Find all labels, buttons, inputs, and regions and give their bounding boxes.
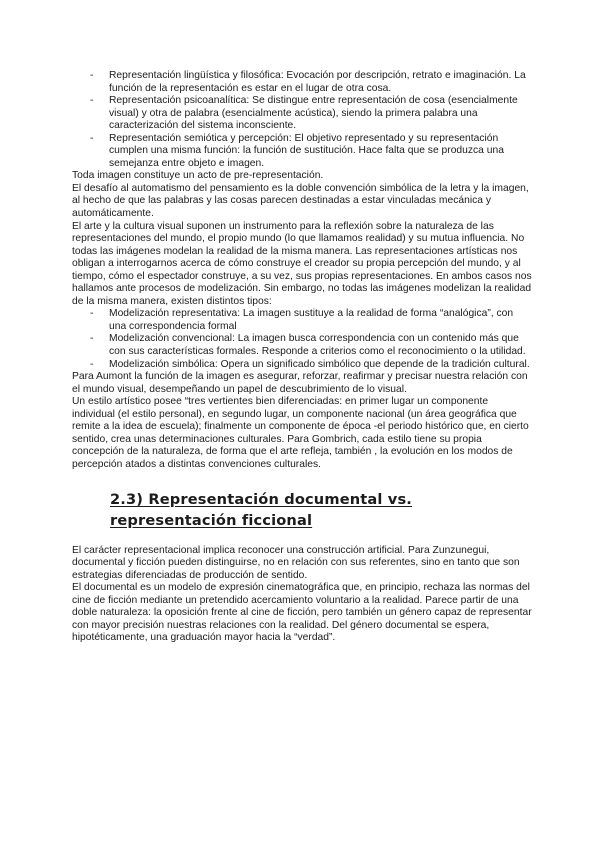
body-paragraph: El desafío al automatismo del pensamiento es la doble convención simbólica de la letra y la imagen, al hecho de que las palabras y las cosas parecen destinadas a estar vinculadas mecánica y automáticamente. bbox=[72, 182, 529, 220]
body-paragraph: Para Aumont la función de la imagen es asegurar, reforzar, reafirmar y precisar nuestra relación con el mundo visual, desempeñando un papel de descubrimiento de lo visual. bbox=[72, 371, 528, 395]
list-item: - Modelización convencional: La imagen busca correspondencia con un contenido más que con sus características formales. Responde a criterios como el reconocimiento o la utilidad. bbox=[90, 333, 526, 358]
representation-types-list bbox=[72, 70, 532, 170]
dash-bullet: - bbox=[90, 333, 94, 345]
body-paragraph: El arte y la cultura visual suponen un instrumento para la reflexión sobre la naturaleza de las representaciones del mundo, el propio mundo (lo que llamamos realidad) y su mutua influencia. No todas las imágenes modelan la realidad de la misma manera. Las representaciones artísticas nos obligan a interrogarnos acerca de cómo construye el creador su propia percepción del mundo, y al tiempo, cómo el espectador construye, a su vez, sus propias representaciones. En ambos casos nos hallamos ante procesos de modelización. Sin embargo, no todas las imágenes modelizan la realidad de la misma manera, existen distintos tipos: bbox=[72, 220, 532, 307]
list-item: - Representación lingüística y filosófica: Evocación por descripción, retrato e imaginación. La función de la representación es estar en el lugar de otra cosa. bbox=[90, 70, 526, 94]
dash-bullet: - bbox=[90, 308, 94, 320]
dash-bullet: - bbox=[90, 358, 94, 370]
modelization-types-list bbox=[72, 308, 532, 371]
dash-bullet: - bbox=[90, 95, 94, 107]
list-item: - Representación psicoanalítica: Se distingue entre representación de cosa (esencialmente visual) y otra de palabra (esencialmente acústica), siendo la primera palabra una caracterización del sistema inconsciente. bbox=[90, 95, 518, 132]
section-heading: 2.3) Representación documental vs. representación ficcional bbox=[110, 490, 412, 529]
document-page bbox=[72, 70, 532, 645]
dash-bullet: - bbox=[90, 70, 94, 81]
list-item: - Representación semiótica y percepción: El objetivo representado y su representación cumplen una misma función: la función de sustitución. Hace falta que se produzca una semejanza entre objeto e imagen. bbox=[90, 132, 504, 169]
body-paragraph: Toda imagen constituye un acto de pre-representación. bbox=[72, 170, 324, 182]
list-item: - Modelización simbólica: Opera un significado simbólico que depende de la tradición cultural. bbox=[90, 358, 530, 370]
list-item: - Modelización representativa: La imagen sustituye a la realidad de forma “analógica”, con una correspondencia formal bbox=[90, 308, 514, 332]
body-paragraph: El documental es un modelo de expresión cinematográfica que, en principio, rechaza las normas del cine de ficción mediante un pretendido acercamiento voluntario a la realidad. Parece partir de una doble naturaleza: la oposición frente al cine de ficción, pero también un género capaz de representar con mayor precisión nuestras relaciones con la realidad. Del género documental se espera, hipotéticamente, una graduación mayor hacia la “verdad”. bbox=[72, 582, 532, 644]
body-paragraph: El carácter representacional implica reconocer una construcción artificial. Para Zunzunegui, documental y ficción pueden distinguirse, no en relación con sus referentes, sino en tanto que son estrategias diferenciadas de producción de sentido. bbox=[72, 544, 520, 581]
body-paragraph: Un estilo artístico posee “tres vertientes bien diferenciadas: en primer lugar un componente individual (el estilo personal), en segundo lugar, un componente nacional (un área geográfica que remite a la idea de escuela); finalmente un componente de época -el periodo histórico que, en cierto sentido, crea unas determinaciones culturales. Para Gombrich, cada estilo tiene su propia concepción de la naturaleza, de forma que el arte refleja, también , la evolución en los modos de percepción atados a distintas convenciones culturales. bbox=[72, 396, 529, 470]
dash-bullet: - bbox=[90, 132, 94, 144]
